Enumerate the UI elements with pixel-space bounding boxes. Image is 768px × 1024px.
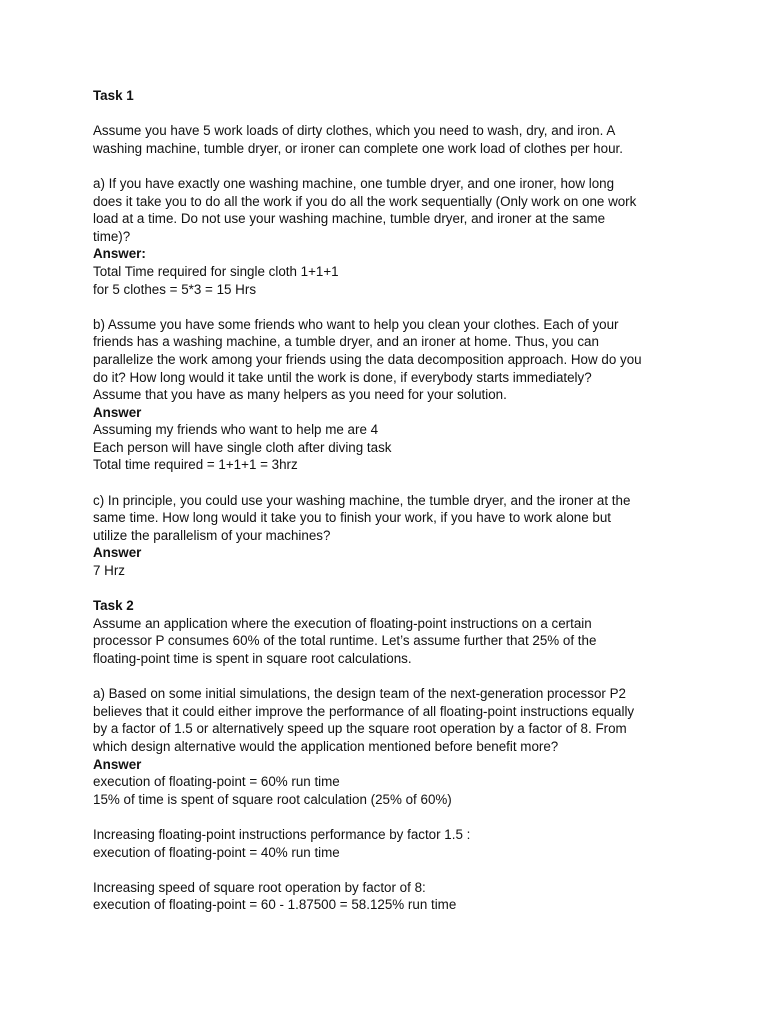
spacer [93, 861, 693, 879]
answer-line: execution of floating-point = 40% run time [93, 844, 340, 860]
answer-label: Answer [93, 756, 142, 772]
answer-line: Assuming my friends who want to help me are 4 [93, 422, 379, 438]
answer-line: Total Time required for single cloth 1+1+1 [93, 263, 339, 279]
paragraph-line: which design alternative would the application mentioned before benefit more? [93, 738, 559, 754]
paragraph-line: a) Based on some initial simulations, the design team of the next-generation processor P2 [93, 686, 626, 702]
document-page [93, 87, 693, 914]
paragraph-line: Assume that you have as many helpers as you need for your solution. [93, 387, 507, 403]
paragraph-line: load at a time. Do not use your washing machine, tumble dryer, and ironer at the same [93, 211, 606, 227]
spacer [93, 298, 693, 316]
spacer [93, 808, 693, 826]
task1-part-b-answer [93, 421, 693, 474]
paragraph-line: utilize the parallelism of your machines? [93, 527, 331, 543]
spacer [93, 157, 693, 175]
task1-heading: Task 1 [93, 88, 134, 103]
answer-label: Answer: [93, 246, 146, 262]
paragraph-line: believes that it could either improve the performance of all floating-point instructions equally [93, 703, 635, 719]
paragraph-line: a) If you have exactly one washing machine, one tumble dryer, and one ironer, how long [93, 175, 615, 191]
task2-heading: Task 2 [93, 598, 134, 614]
paragraph-line: Assume you have 5 work loads of dirty clothes, which you need to wash, dry, and iron. A [93, 123, 616, 139]
paragraph-line: b) Assume you have some friends who want to help you clean your clothes. Each of your [93, 316, 619, 332]
paragraph-line: washing machine, tumble dryer, or ironer can complete one work load of clothes per hour. [93, 140, 623, 156]
paragraph-line: parallelize the work among your friends using the data decomposition approach. How do you [93, 351, 642, 367]
spacer [93, 105, 693, 123]
task2-option-1 [93, 826, 693, 861]
answer-line: for 5 clothes = 5*3 = 15 Hrs [93, 281, 257, 297]
task1-part-c-answer [93, 562, 693, 580]
task2-option-2 [93, 879, 693, 914]
paragraph-line: does it take you to do all the work if you do all the work sequentially (Only work on one work [93, 193, 637, 209]
task2-part-a-answer [93, 773, 693, 808]
task1-part-b-question [93, 316, 693, 404]
answer-line: execution of floating-point = 60% run time [93, 774, 340, 790]
answer-line: execution of floating-point = 60 - 1.87500 = 58.125% run time [93, 897, 457, 913]
spacer [93, 474, 693, 492]
answer-line: Increasing floating-point instructions performance by factor 1.5 : [93, 826, 471, 842]
task2-intro [93, 615, 693, 668]
spacer [93, 668, 693, 686]
answer-label: Answer [93, 545, 142, 561]
paragraph-line: by a factor of 1.5 or alternatively speed up the square root operation by a factor of 8. From [93, 721, 627, 737]
answer-line: Total time required = 1+1+1 = 3hrz [93, 457, 298, 473]
paragraph-line: same time. How long would it take you to finish your work, if you have to work alone but [93, 510, 612, 526]
task1-part-a-answer [93, 263, 693, 298]
paragraph-line: friends has a washing machine, a tumble dryer, and an ironer at home. Thus, you can [93, 334, 599, 350]
answer-line: Increasing speed of square root operation by factor of 8: [93, 879, 426, 895]
paragraph-line: floating-point time is spent in square root calculations. [93, 651, 412, 666]
task1-part-a-question [93, 175, 693, 245]
answer-label: Answer [93, 404, 142, 420]
spacer [93, 580, 693, 598]
paragraph-line: c) In principle, you could use your washing machine, the tumble dryer, and the ironer at the [93, 492, 631, 508]
answer-line: 15% of time is spent of square root calculation (25% of 60%) [93, 791, 452, 807]
task2-part-a-question [93, 685, 693, 755]
answer-line: 7 Hrz [93, 563, 125, 579]
paragraph-line: time)? [93, 228, 131, 244]
paragraph-line: do it? How long would it take until the work is done, if everybody starts immediately? [93, 369, 592, 385]
task1-part-c-question [93, 492, 693, 545]
task1-intro [93, 122, 693, 157]
answer-line: Each person will have single cloth after diving task [93, 439, 392, 455]
paragraph-line: Assume an application where the execution of floating-point instructions on a certain [93, 615, 592, 631]
paragraph-line: processor P consumes 60% of the total runtime. Let’s assume further that 25% of the [93, 633, 597, 649]
